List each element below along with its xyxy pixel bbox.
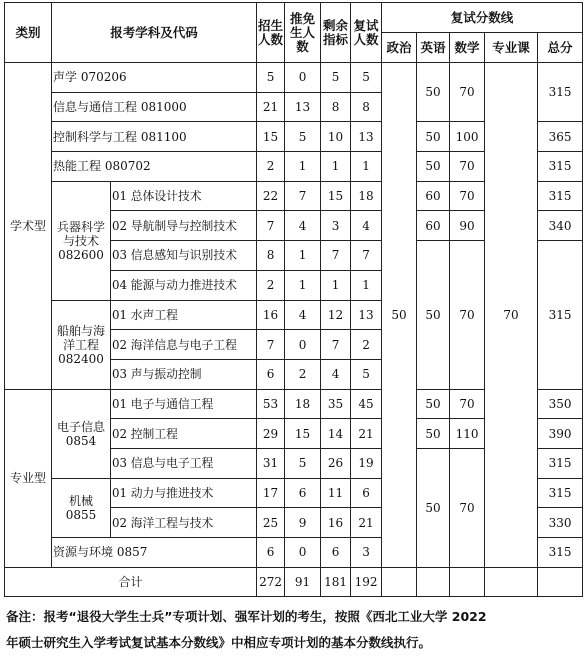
exempt-cell: 18 (285, 389, 321, 419)
header-math: 数学 (450, 33, 485, 63)
header-admit: 招生人数 (257, 3, 285, 63)
exempt-cell: 4 (285, 300, 321, 330)
subject-name: 04 能源与动力推进技术 (111, 270, 257, 300)
subject-name: 03 信息与电子工程 (111, 448, 257, 478)
group-mechanical: 机械 0855 (52, 478, 111, 537)
empty-cell (382, 567, 417, 597)
english-cutoff: 60 (417, 181, 450, 211)
admit-cell: 53 (257, 389, 285, 419)
admit-cell: 8 (257, 241, 285, 271)
header-subject: 报考学科及代码 (52, 3, 257, 63)
exempt-cell: 6 (285, 478, 321, 508)
admit-cell: 31 (257, 448, 285, 478)
remain-cell: 6 (321, 538, 351, 568)
subject-name: 02 控制工程 (111, 419, 257, 449)
english-cutoff: 50 (417, 389, 450, 419)
english-cutoff: 50 (417, 122, 450, 152)
subject-name: 03 声与振动控制 (111, 359, 257, 389)
subject-name: 02 海洋信息与电子工程 (111, 330, 257, 360)
empty-cell (450, 567, 485, 597)
header-politics: 政治 (382, 33, 417, 63)
exempt-cell: 0 (285, 330, 321, 360)
english-cutoff: 50 (417, 419, 450, 449)
retest-cell: 8 (351, 92, 382, 122)
exempt-cell: 7 (285, 181, 321, 211)
table-row (5, 63, 583, 93)
total-cutoff: 330 (538, 508, 583, 538)
remain-cell: 5 (321, 63, 351, 93)
group-ship: 船舶与海洋工程 082400 (52, 300, 111, 389)
retest-cell: 13 (351, 300, 382, 330)
header-category: 类别 (5, 3, 52, 63)
footnote-line-1: 备注：报考“退役大学生士兵”专项计划、强军计划的考生，按照《西北工业大学 2022 (6, 609, 487, 624)
header-total: 总分 (538, 33, 583, 63)
header-major: 专业课 (485, 33, 538, 63)
math-cutoff: 70 (450, 241, 485, 389)
total-cutoff: 315 (538, 181, 583, 211)
retest-cell: 19 (351, 448, 382, 478)
summary-remain: 181 (321, 567, 351, 597)
politics-cutoff: 50 (382, 63, 417, 568)
subject-name: 信息与通信工程 081000 (52, 92, 257, 122)
remain-cell: 11 (321, 478, 351, 508)
total-cutoff: 315 (538, 241, 583, 389)
math-cutoff: 100 (450, 122, 485, 152)
remain-cell: 26 (321, 448, 351, 478)
summary-exempt: 91 (285, 567, 321, 597)
total-cutoff: 365 (538, 122, 583, 152)
exempt-cell: 4 (285, 211, 321, 241)
retest-cell: 5 (351, 63, 382, 93)
category-professional: 专业型 (5, 389, 52, 567)
exempt-cell: 1 (285, 270, 321, 300)
remain-cell: 1 (321, 152, 351, 182)
admit-cell: 22 (257, 181, 285, 211)
empty-cell (485, 567, 538, 597)
remain-cell: 14 (321, 419, 351, 449)
remain-cell: 16 (321, 508, 351, 538)
remain-cell: 1 (321, 270, 351, 300)
admit-cell: 2 (257, 152, 285, 182)
summary-admit: 272 (257, 567, 285, 597)
total-cutoff: 340 (538, 211, 583, 241)
math-cutoff: 70 (450, 389, 485, 419)
retest-cell: 6 (351, 478, 382, 508)
subject-name: 01 水声工程 (111, 300, 257, 330)
footnote-line-2: 年硕士研究生入学考试复试基本分数线》中相应专项计划的基本分数线执行。 (6, 635, 432, 650)
retest-score-table (4, 2, 583, 597)
remain-cell: 7 (321, 241, 351, 271)
subject-name: 01 电子与通信工程 (111, 389, 257, 419)
admit-cell: 6 (257, 359, 285, 389)
summary-retest: 192 (351, 567, 382, 597)
group-electronic: 电子信息 0854 (52, 389, 111, 478)
retest-cell: 4 (351, 211, 382, 241)
admit-cell: 6 (257, 538, 285, 568)
english-cutoff: 50 (417, 241, 450, 389)
total-cutoff: 315 (538, 63, 583, 122)
admit-cell: 25 (257, 508, 285, 538)
retest-cell: 45 (351, 389, 382, 419)
category-academic: 学术型 (5, 63, 52, 390)
subject-name: 02 导航制导与控制技术 (111, 211, 257, 241)
empty-cell (417, 567, 450, 597)
subject-name: 01 动力与推进技术 (111, 478, 257, 508)
english-cutoff: 50 (417, 448, 450, 567)
exempt-cell: 0 (285, 63, 321, 93)
math-cutoff: 70 (450, 63, 485, 122)
total-cutoff: 315 (538, 538, 583, 568)
subject-name: 03 信息感知与识别技术 (111, 241, 257, 271)
admit-cell: 29 (257, 419, 285, 449)
retest-cell: 7 (351, 241, 382, 271)
math-cutoff: 110 (450, 419, 485, 449)
total-cutoff: 315 (538, 478, 583, 508)
admit-cell: 5 (257, 63, 285, 93)
footnote (6, 604, 582, 656)
admit-cell: 7 (257, 211, 285, 241)
total-cutoff: 390 (538, 419, 583, 449)
exempt-cell: 9 (285, 508, 321, 538)
exempt-cell: 2 (285, 359, 321, 389)
admit-cell: 17 (257, 478, 285, 508)
retest-cell: 2 (351, 330, 382, 360)
retest-cell: 21 (351, 419, 382, 449)
remain-cell: 10 (321, 122, 351, 152)
subject-name: 资源与环境 0857 (52, 538, 257, 568)
admit-cell: 15 (257, 122, 285, 152)
subject-name: 声学 070206 (52, 63, 257, 93)
retest-cell: 5 (351, 359, 382, 389)
math-cutoff: 70 (450, 448, 485, 567)
summary-row (5, 567, 583, 597)
admit-cell: 7 (257, 330, 285, 360)
exempt-cell: 1 (285, 241, 321, 271)
exempt-cell: 5 (285, 448, 321, 478)
admit-cell: 2 (257, 270, 285, 300)
admit-cell: 21 (257, 92, 285, 122)
header-remain: 剩余指标 (321, 3, 351, 63)
header-english: 英语 (417, 33, 450, 63)
remain-cell: 3 (321, 211, 351, 241)
retest-cell: 21 (351, 508, 382, 538)
remain-cell: 15 (321, 181, 351, 211)
english-cutoff: 50 (417, 63, 450, 122)
major-cutoff: 70 (485, 63, 538, 568)
summary-label: 合计 (5, 567, 257, 597)
subject-name: 01 总体设计技术 (111, 181, 257, 211)
exempt-cell: 13 (285, 92, 321, 122)
math-cutoff: 90 (450, 211, 485, 241)
exempt-cell: 5 (285, 122, 321, 152)
total-cutoff: 350 (538, 389, 583, 419)
math-cutoff: 70 (450, 181, 485, 211)
total-cutoff: 315 (538, 448, 583, 478)
retest-cell: 13 (351, 122, 382, 152)
header-retest: 复试人数 (351, 3, 382, 63)
total-cutoff: 315 (538, 152, 583, 182)
remain-cell: 4 (321, 359, 351, 389)
subject-name: 热能工程 080702 (52, 152, 257, 182)
remain-cell: 8 (321, 92, 351, 122)
empty-cell (538, 567, 583, 597)
english-cutoff: 50 (417, 152, 450, 182)
exempt-cell: 0 (285, 538, 321, 568)
retest-cell: 1 (351, 270, 382, 300)
header-cutoff: 复试分数线 (382, 3, 583, 33)
retest-cell: 3 (351, 538, 382, 568)
group-weapon: 兵器科学与技术 082600 (52, 181, 111, 300)
subject-name: 02 海洋工程与技术 (111, 508, 257, 538)
retest-cell: 18 (351, 181, 382, 211)
subject-name: 控制科学与工程 081100 (52, 122, 257, 152)
english-cutoff: 60 (417, 211, 450, 241)
remain-cell: 12 (321, 300, 351, 330)
remain-cell: 7 (321, 330, 351, 360)
remain-cell: 35 (321, 389, 351, 419)
retest-cell: 1 (351, 152, 382, 182)
math-cutoff: 70 (450, 152, 485, 182)
admit-cell: 16 (257, 300, 285, 330)
exempt-cell: 1 (285, 152, 321, 182)
header-exempt: 推免生人数 (285, 3, 321, 63)
exempt-cell: 15 (285, 419, 321, 449)
